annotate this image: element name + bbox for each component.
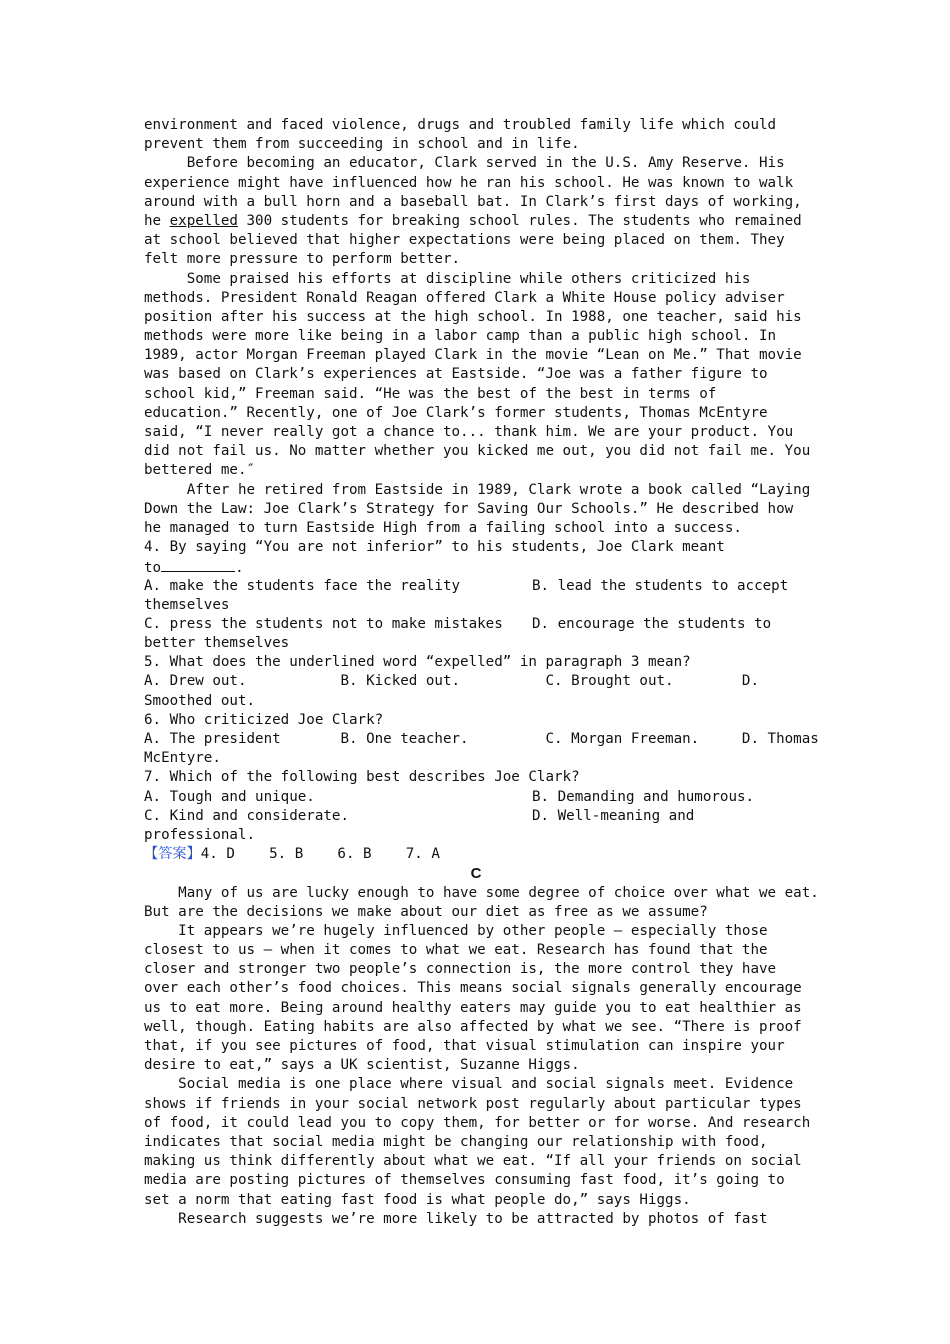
text-line-expelled	[144, 212, 808, 231]
text-line: closest to us — when it comes to what we eat. Research has found that the	[144, 942, 768, 959]
text-line: position after his success at the high school. In 1988, one teacher, said his	[144, 308, 802, 325]
option-d-continued: professional.	[144, 826, 256, 843]
text-line: methods were more like being in a labor camp than a public high school. In	[144, 328, 777, 345]
question-5-stem: 5. What does the underlined word “expelled” in paragraph 3 mean?	[144, 654, 691, 671]
question-7-stem: 7. Which of the following best describes Joe Clark?	[144, 769, 580, 786]
answer-blank	[161, 557, 235, 572]
text-line: 1989, actor Morgan Freeman played Clark in the movie “Lean on Me.” That movie	[144, 347, 802, 364]
option-b: B. Demanding and humorous.	[532, 788, 755, 805]
text-line: Before becoming an educator, Clark served in the U.S. Amy Reserve. His	[144, 155, 785, 172]
text-line: was based on Clark’s experiences at Eastside. “Joe was a father figure to	[144, 366, 768, 383]
option-b-continued: themselves	[144, 596, 230, 613]
option-d: D. Well-meaning and	[532, 807, 695, 824]
text-line: media are posting pictures of themselves consuming fast food, it’s going to	[144, 1172, 785, 1189]
text-line: well, though. Eating habits are also affected by what we see. “There is proof	[144, 1018, 802, 1035]
question-4-options-cd	[144, 615, 808, 634]
question-6-options-continued: McEntyre.	[144, 750, 221, 767]
underlined-word-expelled: expelled	[169, 212, 238, 229]
answer-label: 【答案】	[144, 846, 201, 863]
text-line: said, “I never really got a chance to... thank him. We are your product. You	[144, 424, 794, 440]
question-4-stem: 4. By saying “You are not inferior” to his students, Joe Clark meant	[144, 539, 725, 556]
text-line: us to eat more. Being around healthy eaters may guide you to eat healthier as	[144, 999, 802, 1016]
text-line: Down the Law: Joe Clark’s Strategy for Saving Our Schools.” He described how	[144, 500, 794, 517]
document-page	[144, 116, 819, 1229]
text-line: Some praised his efforts at discipline while others criticized his	[144, 270, 751, 287]
text-line: set a norm that eating fast food is what people do,” says Higgs.	[144, 1191, 691, 1208]
text-line: Social media is one place where visual and social signals meet. Evidence	[144, 1076, 794, 1093]
text-line: desire to eat,” says a UK scientist, Suzanne Higgs.	[144, 1057, 580, 1074]
question-7-options-cd	[144, 807, 808, 826]
text-line: did not fail us. No matter whether you kicked me out, you did not fail me. You	[144, 443, 811, 460]
option-a: A. Tough and unique.	[144, 788, 315, 805]
text-line: methods. President Ronald Reagan offered Clark a White House policy adviser	[144, 289, 785, 306]
question-4-blank-line	[144, 557, 808, 576]
text-line: around with a bull horn and a baseball bat. In Clark’s first days of working,	[144, 193, 802, 210]
text-line: After he retired from Eastside in 1989, Clark wrote a book called “Laying	[144, 481, 811, 498]
question-7-options-ab	[144, 788, 808, 807]
text-line: at school believed that higher expectations were being placed on them. They	[144, 232, 785, 249]
text-line: of food, it could lead you to copy them, for better or for worse. And research	[144, 1114, 811, 1131]
text-line: Research suggests we’re more likely to be attracted by photos of fast	[144, 1210, 768, 1227]
question-5-options-continued: Smoothed out.	[144, 692, 256, 709]
text-line: shows if friends in your social network post regularly about particular types	[144, 1095, 802, 1112]
text-line: experience might have influenced how he ran his school. He was known to walk	[144, 174, 794, 191]
answer-key	[144, 845, 808, 864]
option-c: C. Kind and considerate.	[144, 807, 349, 824]
text-line: closer and stronger two people’s connection is, the more control they have	[144, 961, 777, 978]
question-5-options: A. Drew out. B. Kicked out. C. Brought out. D.	[144, 673, 759, 690]
text-line: bettered me.″	[144, 462, 256, 479]
section-c-heading: C	[470, 865, 482, 883]
text-line: that, if you see pictures of food, that visual stimulation can inspire your	[144, 1038, 785, 1054]
passage-b-part2	[144, 231, 811, 538]
text-line: It appears we’re hugely influenced by other people — especially those	[144, 922, 768, 939]
question-6-options: A. The president B. One teacher. C. Morgan Freeman. D. Thomas	[144, 731, 819, 747]
option-a: A. make the students face the reality	[144, 577, 461, 594]
passage-c	[144, 884, 819, 1229]
question-4-options-ab	[144, 577, 808, 596]
passage-b-part1	[144, 116, 808, 231]
text-line: making us think differently about what we eat. “If all your friends on social	[144, 1153, 802, 1170]
option-d: D. encourage the students to	[532, 615, 772, 632]
text-line: felt more pressure to perform better.	[144, 251, 461, 268]
question-6-stem: 6. Who criticized Joe Clark?	[144, 711, 384, 728]
option-d-continued: better themselves	[144, 635, 290, 652]
text-line: prevent them from succeeding in school and in life.	[144, 136, 580, 153]
text-line: indicates that social media might be changing our relationship with food,	[144, 1133, 768, 1150]
text-fragment: 300 students for breaking school rules. The students who remained	[237, 212, 802, 229]
text-fragment: he	[144, 212, 170, 229]
text-line: school kid,” Freeman said. “He was the best of the best in terms of	[144, 385, 717, 402]
text-line: he managed to turn Eastside High from a failing school into a success.	[144, 519, 742, 536]
text-fragment: .	[235, 560, 244, 577]
answer-text: 4. D 5. B 6. B 7. A	[200, 846, 440, 863]
text-line: environment and faced violence, drugs and troubled family life which could	[144, 117, 777, 133]
text-fragment: to	[144, 560, 162, 577]
option-c: C. press the students not to make mistakes	[144, 615, 503, 632]
option-b: B. lead the students to accept	[532, 577, 789, 594]
questions-block	[144, 538, 819, 864]
text-line: education.” Recently, one of Joe Clark’s former students, Thomas McEntyre	[144, 404, 768, 421]
text-line: over each other’s food choices. This means social signals generally encourage	[144, 980, 802, 997]
text-line: But are the decisions we make about our diet as free as we assume?	[144, 903, 708, 920]
text-line: Many of us are lucky enough to have some degree of choice over what we eat.	[144, 884, 819, 901]
